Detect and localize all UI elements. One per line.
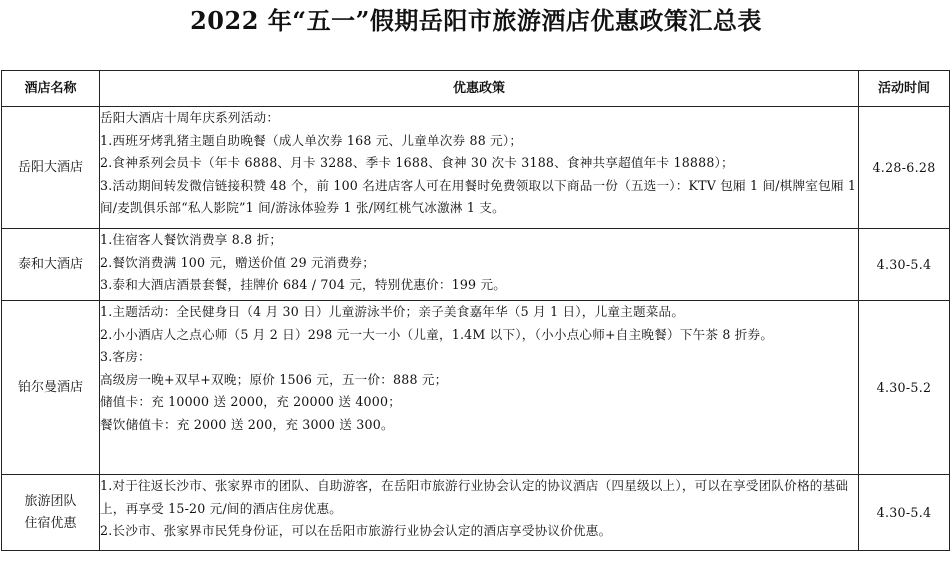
policy-line: 高级房一晚+双早+双晚；原价 1506 元，五一价：888 元； [100, 371, 448, 387]
hotel-name: 岳阳大酒店 [17, 159, 83, 175]
activity-period: 4.30-5.4 [859, 229, 950, 301]
table-row [2, 475, 950, 551]
hotel-policy-table [1, 70, 950, 551]
policy-line: 3.泰和大酒店酒景套餐，挂牌价 684 / 704 元，特别优惠价：199 元。 [100, 277, 507, 293]
policy-line: 2.餐饮消费满 100 元，赠送价值 29 元消费券； [100, 254, 375, 270]
policy-cell [100, 301, 859, 475]
header-period: 活动时间 [859, 71, 950, 107]
hotel-name-cell [2, 229, 100, 301]
policy-line: 1.西班牙烤乳猪主题自助晚餐（成人单次券 168 元、儿童单次券 88 元）； [100, 132, 523, 148]
policy-line: 1.主题活动：全民健身日（4 月 30 日）儿童游泳半价；亲子美食嘉年华（5 月 1 日），儿童主题菜品。 [100, 304, 685, 319]
header-policy: 优惠政策 [100, 71, 859, 107]
header-hotel-name: 酒店名称 [2, 71, 100, 107]
hotel-name-cell [2, 475, 100, 551]
hotel-name: 泰和大酒店 [17, 256, 83, 272]
activity-period: 4.30-5.2 [859, 301, 950, 475]
table-row [2, 229, 950, 301]
hotel-name-cell [2, 301, 100, 475]
activity-period: 4.28-6.28 [859, 107, 950, 229]
table-row [2, 107, 950, 229]
policy-cell [100, 475, 859, 551]
policy-line: 3.活动期间转发微信链接积赞 48 个，前 100 名进店客人可在用餐时免费领取以下商品一份（五选一）：KTV 包厢 1 间/棋牌室包厢 1 间/麦凯俱乐部“私人影院”1 间/游泳体验券 1 张/网红桃气冰激淋 1 支。 [100, 177, 857, 216]
hotel-name-cell [2, 107, 100, 229]
policy-cell [100, 229, 859, 301]
activity-period: 4.30-5.4 [859, 475, 950, 551]
policy-line: 2.长沙市、张家界市民凭身份证，可以在岳阳市旅游行业协会认定的酒店享受协议价优惠。 [100, 523, 612, 539]
policy-cell [100, 107, 859, 229]
hotel-name: 旅游团队 [24, 493, 77, 509]
hotel-name: 住宿优惠 [24, 515, 77, 531]
policy-line: 3.客房： [100, 349, 151, 365]
policy-line: 岳阳大酒店十周年庆系列活动： [100, 110, 280, 125]
document-title: 2022 年“五一”假期岳阳市旅游酒店优惠政策汇总表 [190, 6, 762, 35]
policy-line: 储值卡：充 10000 送 2000，充 20000 送 4000； [100, 394, 401, 410]
hotel-name: 铂尔曼酒店 [17, 379, 83, 395]
policy-line: 1.对于往返长沙市、张家界市的团队、自助游客，在岳阳市旅游行业协会认定的协议酒店（四星级以上），可以在享受团队价格的基础上，再享受 15-20 元/间的酒店住房优惠。 [100, 478, 849, 516]
policy-line: 2.食神系列会员卡（年卡 6888、月卡 3288、季卡 1688、食神 30 次卡 3188、食神共享超值年卡 18888）； [100, 155, 734, 171]
table-row [2, 301, 950, 475]
policy-line: 餐饮储值卡：充 2000 送 200，充 3000 送 300。 [100, 416, 394, 432]
policy-line: 1.住宿客人餐饮消费享 8.8 折； [100, 232, 283, 247]
table-header-row [2, 71, 950, 107]
policy-line: 2.小小酒店人之点心师（5 月 2 日）298 元一大一小（儿童，1.4M 以下），（小小点心师+自主晚餐）下午茶 8 折券。 [100, 326, 774, 342]
